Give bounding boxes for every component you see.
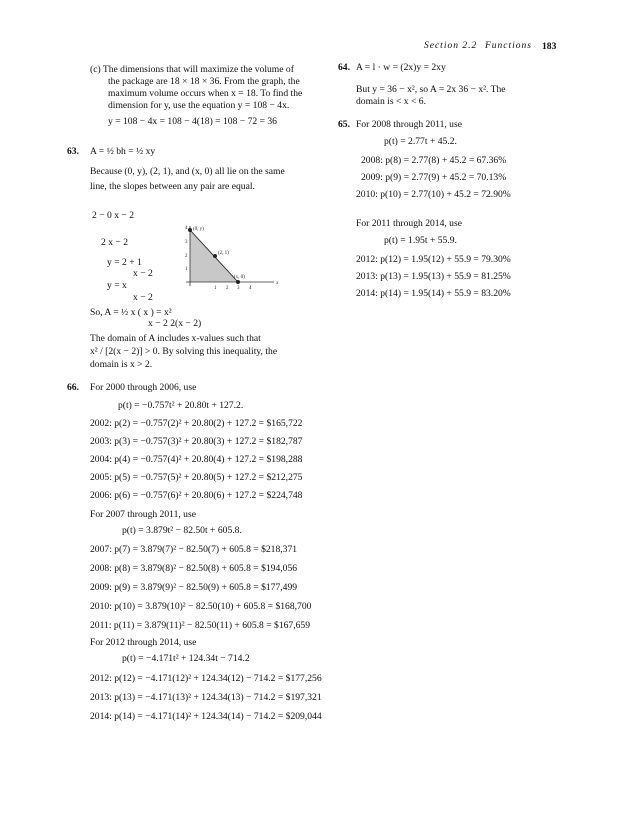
problem-66-row-2009: 2009: p(9) = 3.879(9)² − 82.50(9) + 605.8 = $177,499 — [90, 582, 298, 593]
c-line-3: maximum volume occurs when x = 18. To find the — [108, 88, 303, 99]
page-number: 183 — [542, 41, 557, 52]
x-axis-tick-4: 4 — [249, 286, 252, 291]
c-line-5: y = 108 − 4x = 108 − 4(18) = 108 − 72 = 36 — [108, 116, 277, 127]
problem-63-eq2: 2 x − 2 — [101, 237, 128, 248]
problem-63-eq3: y = 2 + 1 — [107, 257, 142, 268]
problem-66-number: 66. — [67, 382, 79, 393]
problem-66-row-2013: 2013: p(13) = −4.171(13)² + 124.34(13) − 714.2 = $197,321 — [90, 692, 322, 703]
problem-63-number: 63. — [67, 146, 79, 157]
section-label: Section 2.2 — [424, 41, 478, 51]
problem-66-row-2008: 2008: p(8) = 3.879(8)² − 82.50(8) + 605.8 = $194,056 — [90, 563, 298, 574]
c-line-4: dimension for y, use the equation y = 108 − 4x. — [108, 100, 290, 111]
problem-66-row-2010: 2010: p(10) = 3.879(10)² − 82.50(10) + 605.8 = $168,700 — [90, 601, 312, 612]
problem-64-number: 64. — [338, 62, 350, 73]
problem-65-row-2013: 2013: p(13) = 1.95(13) + 55.9 = 81.25% — [356, 271, 511, 282]
y-axis-tick-1: 1 — [185, 267, 188, 272]
problem-66-intro-1: For 2000 through 2006, use — [90, 382, 197, 393]
problem-66-row-2002: 2002: p(2) = −0.757(2)² + 20.80(2) + 127.2 = $165,722 — [90, 418, 303, 429]
x-axis-tick-3: 3 — [237, 286, 240, 291]
problem-65-row-2009: 2009: p(9) = 2.77(9) + 45.2 = 70.13% — [361, 172, 507, 183]
label-2-1: (2, 1) — [218, 251, 229, 256]
problem-63-so: So, A = ½ x ( x ) = x² — [90, 307, 172, 318]
problem-63-because-2: line, the slopes between any pair are equal. — [90, 181, 255, 192]
problem-65-row-2008: 2008: p(8) = 2.77(8) + 45.2 = 67.36% — [361, 155, 507, 166]
problem-65-intro-2: For 2011 through 2014, use — [356, 218, 462, 229]
problem-66-row-2005: 2005: p(5) = −0.757(5)² + 20.80(5) + 127.2 = $212,275 — [90, 472, 303, 483]
problem-63-graph — [170, 222, 280, 294]
problem-65-formula-2: p(t) = 1.95t + 55.9. — [384, 235, 457, 246]
problem-64-line-3: domain is < x < 6. — [356, 96, 426, 107]
point-x-0 — [236, 280, 240, 284]
label-x-0: (x, 0) — [234, 275, 245, 280]
problem-63-eq1: 2 − 0 x − 2 — [92, 210, 135, 221]
problem-63-eq4: y = x — [107, 280, 127, 291]
point-0-y — [188, 228, 192, 232]
problem-63-eq3-denominator: x − 2 — [133, 268, 153, 279]
problem-66-row-2012: 2012: p(12) = −4.171(12)² + 124.34(12) − 714.2 = $177,256 — [90, 673, 322, 684]
problem-65-row-2010: 2010: p(10) = 2.77(10) + 45.2 = 72.90% — [356, 189, 511, 200]
problem-65-intro-1: For 2008 through 2011, use — [356, 119, 462, 130]
problem-65-number: 65. — [338, 119, 350, 130]
problem-65-formula-1: p(t) = 2.77t + 45.2. — [384, 136, 457, 147]
problem-63-formula: A = ½ bh = ½ xy — [90, 146, 156, 157]
x-axis-tick-2: 2 — [226, 286, 229, 291]
problem-66-formula-1: p(t) = −0.757t² + 20.80t + 127.2. — [118, 400, 244, 411]
problem-63-domain-1: The domain of A includes x-values such that — [90, 333, 261, 344]
problem-65-row-2012: 2012: p(12) = 1.95(12) + 55.9 = 79.30% — [356, 254, 511, 265]
problem-64-line-2: But y = 36 − x², so A = 2x 36 − x². The — [356, 84, 506, 95]
problem-66-row-2003: 2003: p(3) = −0.757(3)² + 20.80(3) + 127.2 = $182,787 — [90, 436, 303, 447]
problem-66-row-2014: 2014: p(14) = −4.171(14)² + 124.34(14) − 714.2 = $209,044 — [90, 711, 322, 722]
problem-66-row-2006: 2006: p(6) = −0.757(6)² + 20.80(6) + 127.2 = $224,748 — [90, 490, 303, 501]
problem-63-so-denominator: x − 2 2(x − 2) — [148, 318, 202, 329]
problem-63-domain-3: domain is x > 2. — [90, 359, 153, 370]
problem-65-row-2014: 2014: p(14) = 1.95(14) + 55.9 = 83.20% — [356, 288, 511, 299]
problem-66-intro-2: For 2007 through 2011, use — [90, 509, 196, 520]
problem-66-intro-3: For 2012 through 2014, use — [90, 637, 197, 648]
problem-66-formula-3: p(t) = −4.171t² + 124.34t − 714.2 — [122, 653, 250, 664]
y-axis-tick-4: 4 — [185, 226, 188, 231]
problem-66-row-2007: 2007: p(7) = 3.879(7)² − 82.50(7) + 605.8 = $218,371 — [90, 544, 298, 555]
chapter-label: Functions — [485, 41, 532, 51]
c-line-1: (c) The dimensions that will maximize the volume of — [90, 64, 294, 75]
x-axis-tick-1: 1 — [214, 286, 217, 291]
x-axis-label: x — [276, 281, 279, 286]
c-line-2: the package are 18 × 18 × 36. From the graph, the — [108, 76, 300, 87]
y-axis-tick-2: 2 — [185, 254, 188, 259]
label-0-y: (0, y) — [193, 227, 204, 232]
problem-63-eq4-denominator: x − 2 — [133, 292, 153, 303]
problem-66-formula-2: p(t) = 3.879t² − 82.50t + 605.8. — [122, 525, 242, 536]
point-2-1 — [213, 254, 217, 258]
problem-66-row-2004: 2004: p(4) = −0.757(4)² + 20.80(4) + 127.2 = $198,288 — [90, 454, 303, 465]
problem-63-domain-2: x² / [2(x − 2)] > 0. By solving this inequality, the — [90, 346, 278, 357]
problem-64-line-1: A = l · w = (2x)y = 2xy — [356, 62, 446, 73]
problem-66-row-2011: 2011: p(11) = 3.879(11)² − 82.50(11) + 605.8 = $167,659 — [90, 620, 311, 631]
problem-63-because-1: Because (0, y), (2, 1), and (x, 0) all lie on the same — [90, 166, 285, 177]
y-axis-tick-3: 3 — [185, 240, 188, 245]
